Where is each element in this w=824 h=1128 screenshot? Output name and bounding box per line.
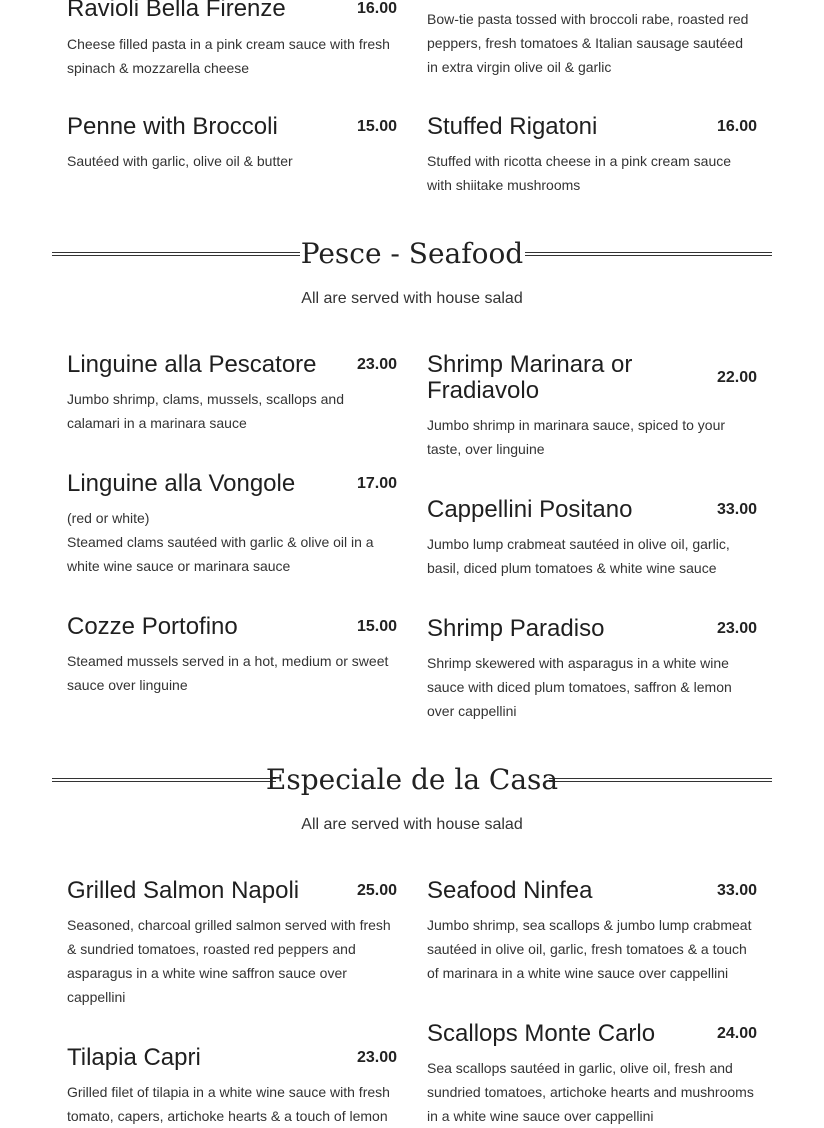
item-price: 16.00: [716, 118, 757, 135]
item-description: (red or white) Steamed clams sautéed with garlic & olive oil in a white wine sauce or marinara sauce: [67, 510, 374, 574]
item-description: Grilled filet of tilapia in a white wine sauce with fresh tomato, capers, artichoke hearts & a touch of lemon: [67, 1084, 390, 1124]
item-name: Cappellini Positano: [427, 496, 633, 523]
item-price: 24.00: [716, 1025, 757, 1042]
menu-item-paradiso: [427, 616, 757, 723]
menu-item-fradiavolo: [427, 352, 757, 461]
item-name: Scallops Monte Carlo: [427, 1020, 656, 1047]
menu-item-montecarlo: [427, 1021, 757, 1128]
item-description: Jumbo shrimp, sea scallops & jumbo lump crabmeat sautéed in olive oil, garlic, fresh tomatoes & a touch of marinara in a white wine sauce over cappellini: [427, 917, 752, 981]
item-name: Penne with Broccoli: [67, 113, 278, 140]
item-name: Cozze Portofino: [67, 613, 238, 640]
menu-item-tilapia: [67, 1045, 397, 1128]
item-price: 16.00: [356, 0, 397, 17]
menu-item-positano: [427, 497, 757, 580]
menu-item-vongole: [67, 471, 397, 578]
item-name: Shrimp Paradiso: [427, 615, 605, 642]
section-heading-seafood: [52, 234, 772, 274]
menu-item-penne: [67, 114, 397, 173]
section-note: All are served with house salad: [301, 816, 523, 833]
menu-item-rigatoni: [427, 114, 757, 197]
item-price: 23.00: [716, 620, 757, 637]
item-price: 17.00: [356, 475, 397, 492]
item-description: Sautéed with garlic, olive oil & butter: [67, 153, 293, 169]
item-name: Seafood Ninfea: [427, 877, 593, 904]
menu-item-salmon: [67, 878, 397, 1009]
section-title: Especiale de la Casa: [265, 763, 559, 796]
item-price: 23.00: [356, 1049, 397, 1066]
item-name: Tilapia Capri: [67, 1044, 201, 1071]
menu-item-ravioli: [67, 0, 397, 80]
item-description: Bow-tie pasta tossed with broccoli rabe, roasted red peppers, fresh tomatoes & Italian sausage sautéed in extra virgin olive oil & garlic: [427, 11, 749, 75]
item-price: 25.00: [356, 882, 397, 899]
item-description: Stuffed with ricotta cheese in a pink cream sauce with shiitake mushrooms: [427, 153, 732, 193]
item-name: Stuffed Rigatoni: [427, 113, 598, 140]
item-price: 33.00: [716, 882, 757, 899]
item-price: 15.00: [356, 618, 397, 635]
item-name: Linguine alla Pescatore: [67, 351, 317, 378]
item-name: Shrimp Marinara or Fradiavolo: [427, 351, 633, 404]
item-name: Ravioli Bella Firenze: [67, 0, 286, 22]
menu-item-ninfea: [427, 878, 757, 985]
item-description: Jumbo shrimp, clams, mussels, scallops and calamari in a marinara sauce: [67, 391, 344, 431]
section-note: All are served with house salad: [301, 290, 523, 307]
menu-item-cozze: [67, 614, 397, 697]
menu-item-pescatore: [67, 352, 397, 435]
item-description: Sea scallops sautéed in garlic, olive oil, fresh and sundried tomatoes, artichoke hearts and mushrooms in a white wine sauce over cappellini: [427, 1060, 754, 1124]
item-description: Seasoned, charcoal grilled salmon served with fresh & sundried tomatoes, roasted red peppers and asparagus in a white wine saffron sauce over cappellini: [67, 917, 391, 1005]
menu-item-bowtie: [427, 7, 757, 79]
item-name: Linguine alla Vongole: [67, 470, 296, 497]
item-description: Cheese filled pasta in a pink cream sauce with fresh spinach & mozzarella cheese: [67, 36, 390, 76]
item-description: Jumbo shrimp in marinara sauce, spiced to your taste, over linguine: [427, 417, 726, 457]
item-price: 15.00: [356, 118, 397, 135]
item-price: 23.00: [356, 356, 397, 373]
section-title: Pesce - Seafood: [300, 237, 524, 270]
item-description: Shrimp skewered with asparagus in a white wine sauce with diced plum tomatoes, saffron & lemon over cappellini: [427, 655, 732, 719]
section-heading-house-specials: [52, 760, 772, 800]
item-price: 22.00: [716, 369, 757, 386]
item-description: Steamed mussels served in a hot, medium or sweet sauce over linguine: [67, 653, 389, 693]
item-price: 33.00: [716, 501, 757, 518]
item-description: Jumbo lump crabmeat sautéed in olive oil, garlic, basil, diced plum tomatoes & white wine sauce: [427, 536, 730, 576]
item-name: Grilled Salmon Napoli: [67, 877, 300, 904]
